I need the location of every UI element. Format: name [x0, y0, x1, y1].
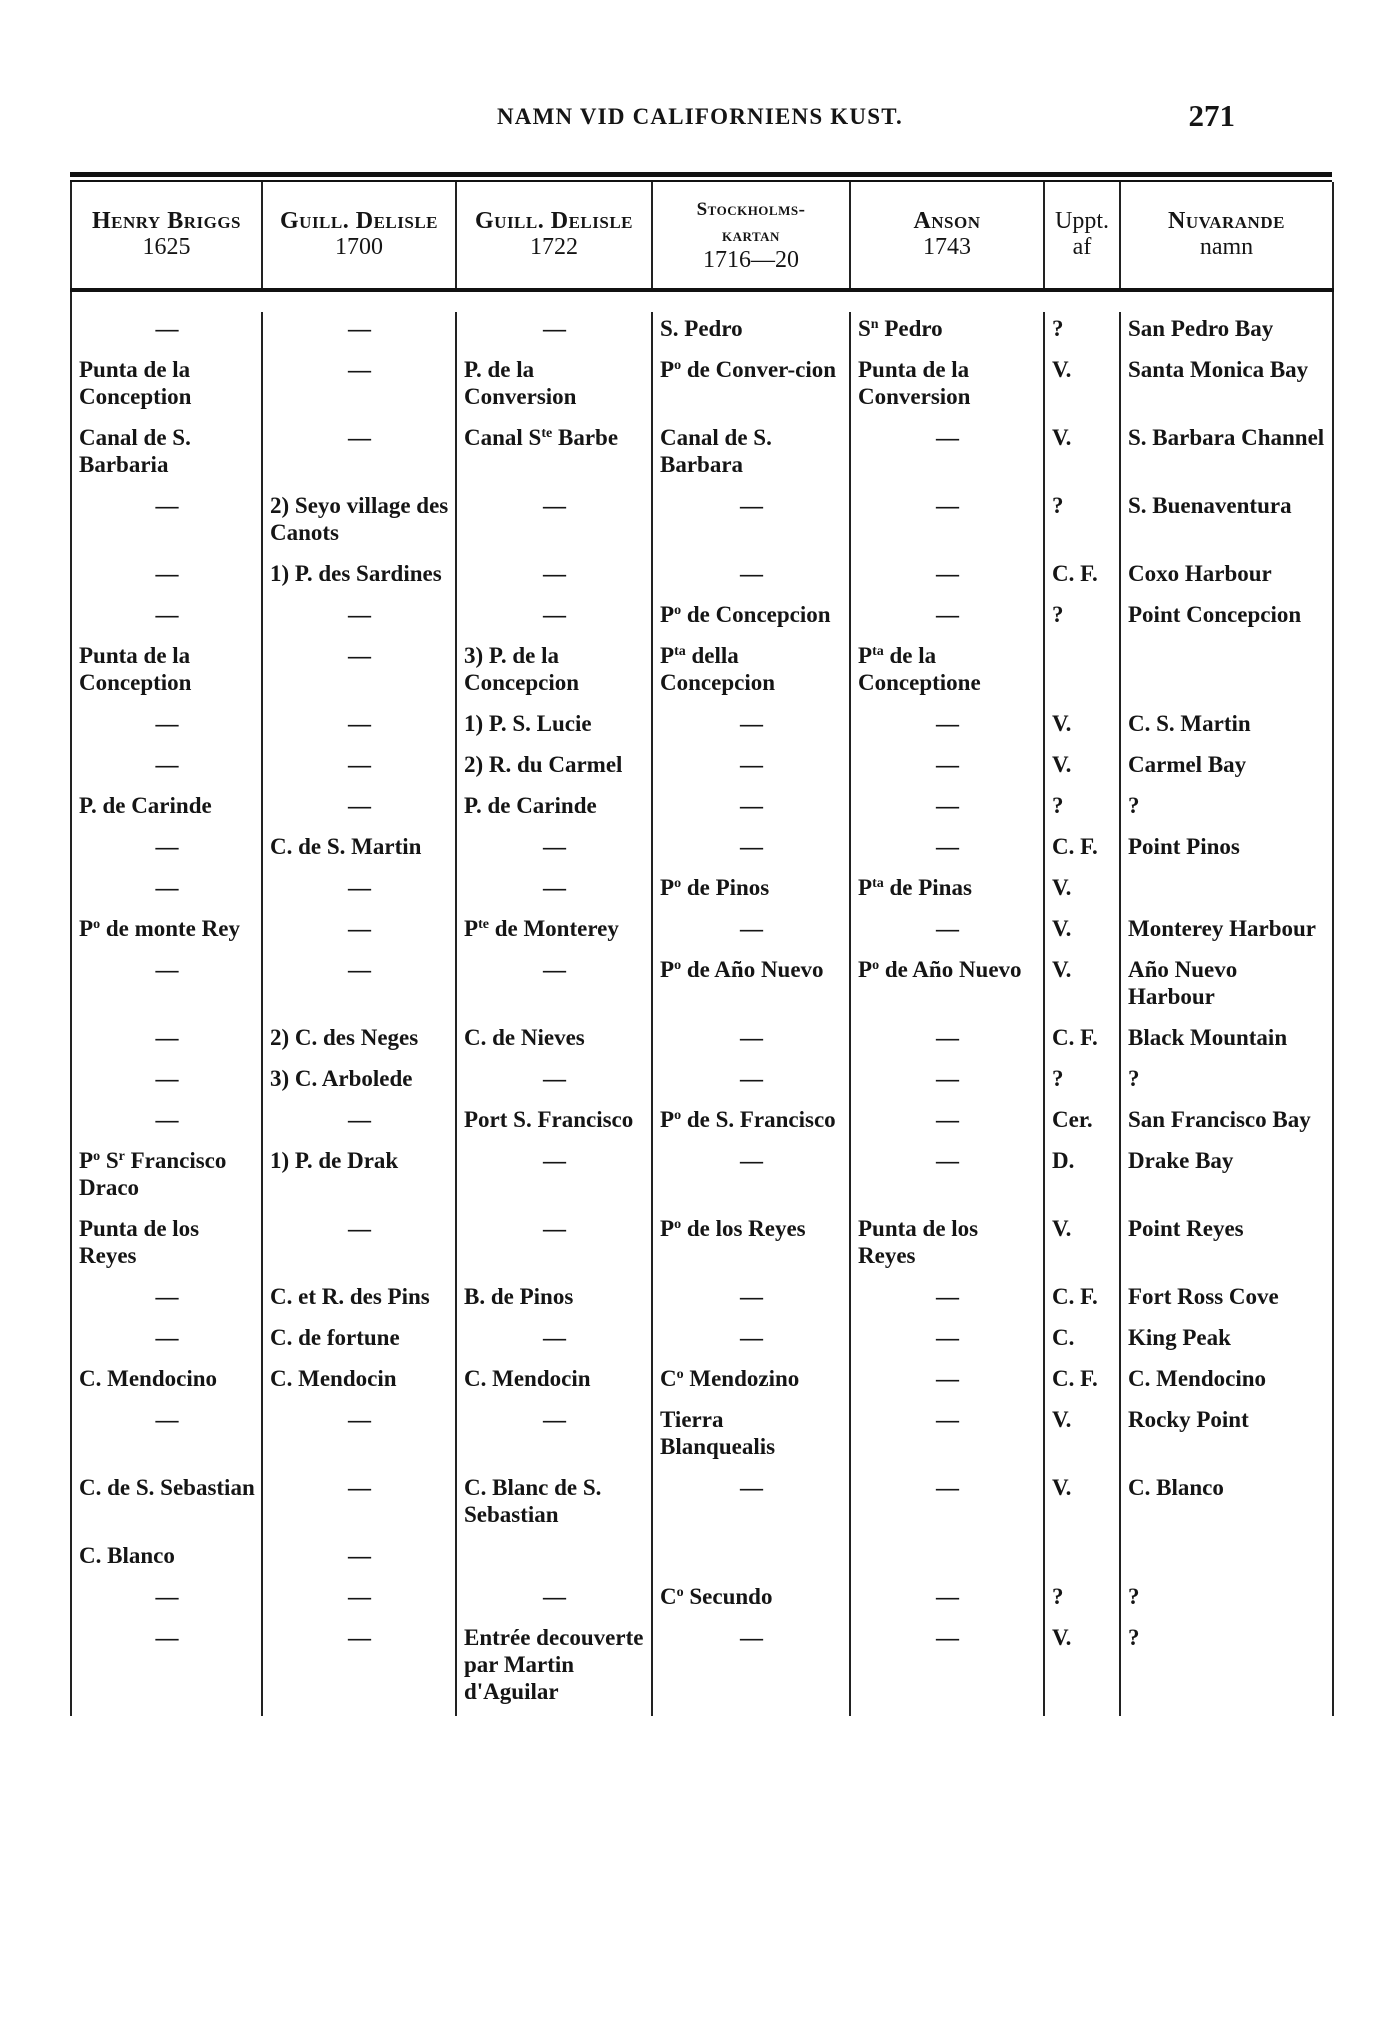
cell-briggs-1625: —: [71, 871, 262, 912]
cell-current-name: C. Blanco: [1120, 1471, 1333, 1539]
cell-delisle-1700: 1) P. de Drak: [262, 1144, 456, 1212]
table-row: [71, 639, 1333, 707]
cell-stockholm-map: $P^{ta}$ della Concepcion: [652, 639, 850, 707]
cell-discovered-by: V.: [1044, 1621, 1120, 1716]
cell-stockholm-map: —: [652, 1144, 850, 1212]
cell-delisle-1700: —: [262, 1403, 456, 1471]
cell-delisle-1722: —: [456, 1403, 652, 1471]
cell-briggs-1625: P. de Carinde: [71, 789, 262, 830]
column-header-delisle-1722: Guill. Delisle 1722: [456, 182, 652, 290]
cell-delisle-1722: —: [456, 953, 652, 1021]
cell-discovered-by: V.: [1044, 912, 1120, 953]
column-header-briggs: Henry Briggs 1625: [71, 182, 262, 290]
cell-current-name: Coxo Harbour: [1120, 557, 1333, 598]
column-header-current-name: Nuvarande namn: [1120, 182, 1333, 290]
cell-discovered-by: C. F.: [1044, 830, 1120, 871]
cell-briggs-1625: —: [71, 312, 262, 353]
cell-delisle-1700: —: [262, 312, 456, 353]
column-header-discovered-by: Uppt. af: [1044, 182, 1120, 290]
cell-delisle-1722: B. de Pinos: [456, 1280, 652, 1321]
cell-discovered-by: V.: [1044, 353, 1120, 421]
cell-delisle-1722: —: [456, 557, 652, 598]
cell-stockholm-map: [652, 1539, 850, 1580]
cell-delisle-1722: —: [456, 1144, 652, 1212]
cell-delisle-1700: —: [262, 707, 456, 748]
cell-anson-1743: $P^{ta}$ de Pinas: [850, 871, 1044, 912]
cell-anson-1743: —: [850, 1144, 1044, 1212]
cell-anson-1743: —: [850, 1580, 1044, 1621]
table-row: [71, 830, 1333, 871]
cell-briggs-1625: C. Blanco: [71, 1539, 262, 1580]
cell-anson-1743: —: [850, 1280, 1044, 1321]
header-row: [71, 182, 1333, 290]
cell-stockholm-map: $P^o$ de Conver-cion: [652, 353, 850, 421]
cell-stockholm-map: —: [652, 748, 850, 789]
cell-briggs-1625: —: [71, 953, 262, 1021]
page-header: [70, 98, 1330, 144]
cell-anson-1743: —: [850, 1103, 1044, 1144]
cell-anson-1743: —: [850, 1621, 1044, 1716]
table-row: [71, 912, 1333, 953]
cell-delisle-1700: —: [262, 789, 456, 830]
cell-delisle-1700: —: [262, 1539, 456, 1580]
table-row: [71, 1103, 1333, 1144]
cell-anson-1743: —: [850, 1471, 1044, 1539]
cell-current-name: Santa Monica Bay: [1120, 353, 1333, 421]
cell-current-name: C. S. Martin: [1120, 707, 1333, 748]
cell-delisle-1700: C. de S. Martin: [262, 830, 456, 871]
cell-stockholm-map: —: [652, 1471, 850, 1539]
cell-briggs-1625: —: [71, 1621, 262, 1716]
table-row: [71, 489, 1333, 557]
cell-delisle-1722: —: [456, 312, 652, 353]
cell-briggs-1625: $P^o$ $S^r$ Francisco Draco: [71, 1144, 262, 1212]
cell-anson-1743: —: [850, 421, 1044, 489]
cell-briggs-1625: —: [71, 598, 262, 639]
cell-delisle-1722: P. de Carinde: [456, 789, 652, 830]
cell-delisle-1722: —: [456, 598, 652, 639]
cell-delisle-1700: 1) P. des Sardines: [262, 557, 456, 598]
page-number: 271: [1188, 98, 1235, 133]
cell-stockholm-map: Tierra Blanquealis: [652, 1403, 850, 1471]
cell-discovered-by: C. F.: [1044, 1021, 1120, 1062]
column-header-delisle-1700: Guill. Delisle 1700: [262, 182, 456, 290]
cell-discovered-by: V.: [1044, 707, 1120, 748]
cell-delisle-1722: Canal $S^{te}$ Barbe: [456, 421, 652, 489]
cell-delisle-1700: C. de fortune: [262, 1321, 456, 1362]
cell-current-name: Point Concepcion: [1120, 598, 1333, 639]
column-header-anson: Anson 1743: [850, 182, 1044, 290]
cell-anson-1743: —: [850, 1362, 1044, 1403]
table-row: [71, 1403, 1333, 1471]
cell-delisle-1722: C. Blanc de S. Sebastian: [456, 1471, 652, 1539]
cell-discovered-by: C.: [1044, 1321, 1120, 1362]
cell-stockholm-map: S. Pedro: [652, 312, 850, 353]
cell-delisle-1722: —: [456, 489, 652, 557]
cell-discovered-by: V.: [1044, 953, 1120, 1021]
cell-stockholm-map: $P^o$ de Pinos: [652, 871, 850, 912]
cell-anson-1743: —: [850, 830, 1044, 871]
table-row: [71, 1144, 1333, 1212]
cell-current-name: ?: [1120, 1062, 1333, 1103]
table-row: [71, 1580, 1333, 1621]
cell-anson-1743: —: [850, 489, 1044, 557]
cell-discovered-by: V.: [1044, 748, 1120, 789]
running-title: NAMN VID CALIFORNIENS KUST.: [497, 104, 903, 129]
table-row: [71, 1280, 1333, 1321]
cell-briggs-1625: —: [71, 557, 262, 598]
cell-discovered-by: D.: [1044, 1144, 1120, 1212]
cell-stockholm-map: $P^o$ de S. Francisco: [652, 1103, 850, 1144]
cell-discovered-by: C. F.: [1044, 557, 1120, 598]
cell-current-name: Monterey Harbour: [1120, 912, 1333, 953]
cell-delisle-1722: —: [456, 1580, 652, 1621]
cell-delisle-1722: C. Mendocin: [456, 1362, 652, 1403]
cell-delisle-1700: C. et R. des Pins: [262, 1280, 456, 1321]
cell-delisle-1722: —: [456, 1321, 652, 1362]
cell-delisle-1700: 2) Seyo village des Canots: [262, 489, 456, 557]
table-row: [71, 871, 1333, 912]
cell-briggs-1625: —: [71, 1321, 262, 1362]
cell-stockholm-map: —: [652, 1321, 850, 1362]
cell-delisle-1722: C. de Nieves: [456, 1021, 652, 1062]
cell-current-name: [1120, 871, 1333, 912]
top-rule-thick: [70, 172, 1332, 177]
table-body: [71, 290, 1333, 1716]
cell-delisle-1722: —: [456, 1212, 652, 1280]
cell-discovered-by: V.: [1044, 1471, 1120, 1539]
table-row: [71, 353, 1333, 421]
cell-current-name: Año Nuevo Harbour: [1120, 953, 1333, 1021]
cell-delisle-1700: —: [262, 1621, 456, 1716]
cell-briggs-1625: C. de S. Sebastian: [71, 1471, 262, 1539]
cell-current-name: ?: [1120, 789, 1333, 830]
cell-current-name: S. Buenaventura: [1120, 489, 1333, 557]
cell-stockholm-map: —: [652, 830, 850, 871]
cell-anson-1743: Punta de la Conversion: [850, 353, 1044, 421]
cell-delisle-1700: 3) C. Arbolede: [262, 1062, 456, 1103]
cell-briggs-1625: —: [71, 1062, 262, 1103]
cell-briggs-1625: $P^o$ de monte Rey: [71, 912, 262, 953]
table-row: [71, 1212, 1333, 1280]
cell-discovered-by: V.: [1044, 871, 1120, 912]
cell-delisle-1722: Port S. Francisco: [456, 1103, 652, 1144]
cell-stockholm-map: —: [652, 489, 850, 557]
cell-delisle-1700: —: [262, 871, 456, 912]
table-head: [71, 182, 1333, 290]
cell-stockholm-map: —: [652, 707, 850, 748]
cell-delisle-1722: [456, 1539, 652, 1580]
cell-discovered-by: ?: [1044, 312, 1120, 353]
cell-discovered-by: ?: [1044, 1580, 1120, 1621]
table-row: [71, 421, 1333, 489]
cell-stockholm-map: $P^o$ de los Reyes: [652, 1212, 850, 1280]
table-row: [71, 707, 1333, 748]
cell-delisle-1700: —: [262, 421, 456, 489]
cell-briggs-1625: —: [71, 1103, 262, 1144]
cell-current-name: Carmel Bay: [1120, 748, 1333, 789]
table-row: [71, 1471, 1333, 1539]
cell-discovered-by: ?: [1044, 598, 1120, 639]
cell-anson-1743: —: [850, 1403, 1044, 1471]
cell-delisle-1722: —: [456, 871, 652, 912]
table-row: [71, 1621, 1333, 1716]
column-header-stockholm-map: Stockholms- kartan 1716—20: [652, 182, 850, 290]
cell-current-name: S. Barbara Channel: [1120, 421, 1333, 489]
cell-delisle-1700: —: [262, 912, 456, 953]
cell-briggs-1625: Canal de S. Barbaria: [71, 421, 262, 489]
cell-anson-1743: —: [850, 789, 1044, 830]
place-names-table-frame: [70, 172, 1332, 1716]
cell-current-name: Fort Ross Cove: [1120, 1280, 1333, 1321]
table-row: [71, 748, 1333, 789]
head-separator-row: [71, 290, 1333, 312]
cell-briggs-1625: —: [71, 489, 262, 557]
cell-briggs-1625: —: [71, 748, 262, 789]
cell-delisle-1700: —: [262, 598, 456, 639]
cell-discovered-by: V.: [1044, 1212, 1120, 1280]
cell-delisle-1722: Entrée decouverte par Martin d'Aguilar: [456, 1621, 652, 1716]
cell-discovered-by: [1044, 639, 1120, 707]
cell-delisle-1700: 2) C. des Neges: [262, 1021, 456, 1062]
cell-delisle-1700: —: [262, 353, 456, 421]
cell-stockholm-map: —: [652, 1021, 850, 1062]
cell-current-name: King Peak: [1120, 1321, 1333, 1362]
cell-briggs-1625: —: [71, 1021, 262, 1062]
cell-anson-1743: —: [850, 1062, 1044, 1103]
head-separator: [71, 290, 1333, 312]
cell-current-name: Drake Bay: [1120, 1144, 1333, 1212]
cell-briggs-1625: —: [71, 1580, 262, 1621]
table-row: [71, 312, 1333, 353]
cell-anson-1743: —: [850, 1021, 1044, 1062]
cell-delisle-1722: 3) P. de la Concepcion: [456, 639, 652, 707]
cell-briggs-1625: —: [71, 1280, 262, 1321]
cell-current-name: ?: [1120, 1580, 1333, 1621]
cell-anson-1743: —: [850, 748, 1044, 789]
cell-anson-1743: $P^{ta}$ de la Conceptione: [850, 639, 1044, 707]
cell-briggs-1625: Punta de la Conception: [71, 639, 262, 707]
cell-anson-1743: —: [850, 707, 1044, 748]
cell-current-name: Point Reyes: [1120, 1212, 1333, 1280]
cell-discovered-by: Cer.: [1044, 1103, 1120, 1144]
cell-anson-1743: [850, 1539, 1044, 1580]
cell-delisle-1722: 2) R. du Carmel: [456, 748, 652, 789]
cell-delisle-1700: —: [262, 748, 456, 789]
cell-discovered-by: V.: [1044, 421, 1120, 489]
place-names-table: [70, 182, 1334, 1716]
table-row: [71, 953, 1333, 1021]
cell-current-name: [1120, 1539, 1333, 1580]
cell-delisle-1700: —: [262, 1103, 456, 1144]
cell-stockholm-map: Canal de S. Barbara: [652, 421, 850, 489]
cell-anson-1743: $P^o$ de Año Nuevo: [850, 953, 1044, 1021]
cell-delisle-1722: —: [456, 1062, 652, 1103]
cell-briggs-1625: —: [71, 830, 262, 871]
cell-anson-1743: —: [850, 557, 1044, 598]
table-row: [71, 1021, 1333, 1062]
table-row: [71, 1321, 1333, 1362]
cell-discovered-by: [1044, 1539, 1120, 1580]
cell-anson-1743: —: [850, 1321, 1044, 1362]
cell-current-name: San Pedro Bay: [1120, 312, 1333, 353]
cell-stockholm-map: —: [652, 1621, 850, 1716]
table-row: [71, 598, 1333, 639]
cell-briggs-1625: Punta de los Reyes: [71, 1212, 262, 1280]
cell-delisle-1722: P. de la Conversion: [456, 353, 652, 421]
cell-anson-1743: —: [850, 912, 1044, 953]
cell-delisle-1700: C. Mendocin: [262, 1362, 456, 1403]
cell-delisle-1722: $P^{te}$ de Monterey: [456, 912, 652, 953]
cell-stockholm-map: $C^o$ Secundo: [652, 1580, 850, 1621]
cell-current-name: [1120, 639, 1333, 707]
cell-delisle-1700: —: [262, 1580, 456, 1621]
cell-discovered-by: C. F.: [1044, 1280, 1120, 1321]
cell-delisle-1700: —: [262, 1212, 456, 1280]
cell-discovered-by: V.: [1044, 1403, 1120, 1471]
cell-stockholm-map: —: [652, 557, 850, 598]
cell-briggs-1625: —: [71, 1403, 262, 1471]
cell-delisle-1722: 1) P. S. Lucie: [456, 707, 652, 748]
cell-delisle-1722: —: [456, 830, 652, 871]
table-row: [71, 1539, 1333, 1580]
cell-current-name: San Francisco Bay: [1120, 1103, 1333, 1144]
table-row: [71, 1062, 1333, 1103]
cell-anson-1743: Punta de los Reyes: [850, 1212, 1044, 1280]
cell-stockholm-map: $C^o$ Mendozino: [652, 1362, 850, 1403]
cell-stockholm-map: —: [652, 912, 850, 953]
cell-current-name: C. Mendocino: [1120, 1362, 1333, 1403]
cell-stockholm-map: —: [652, 1280, 850, 1321]
cell-stockholm-map: $P^o$ de Año Nuevo: [652, 953, 850, 1021]
table-row: [71, 1362, 1333, 1403]
cell-delisle-1700: —: [262, 639, 456, 707]
cell-current-name: ?: [1120, 1621, 1333, 1716]
cell-current-name: Black Mountain: [1120, 1021, 1333, 1062]
table-row: [71, 789, 1333, 830]
cell-briggs-1625: Punta de la Conception: [71, 353, 262, 421]
cell-delisle-1700: —: [262, 1471, 456, 1539]
cell-discovered-by: ?: [1044, 789, 1120, 830]
cell-briggs-1625: —: [71, 707, 262, 748]
cell-stockholm-map: $P^o$ de Concepcion: [652, 598, 850, 639]
cell-current-name: Point Pinos: [1120, 830, 1333, 871]
cell-discovered-by: ?: [1044, 489, 1120, 557]
cell-stockholm-map: —: [652, 789, 850, 830]
table-row: [71, 557, 1333, 598]
cell-anson-1743: $S^n$ Pedro: [850, 312, 1044, 353]
cell-stockholm-map: —: [652, 1062, 850, 1103]
cell-anson-1743: —: [850, 598, 1044, 639]
cell-discovered-by: ?: [1044, 1062, 1120, 1103]
cell-delisle-1700: —: [262, 953, 456, 1021]
cell-current-name: Rocky Point: [1120, 1403, 1333, 1471]
cell-discovered-by: C. F.: [1044, 1362, 1120, 1403]
cell-briggs-1625: C. Mendocino: [71, 1362, 262, 1403]
